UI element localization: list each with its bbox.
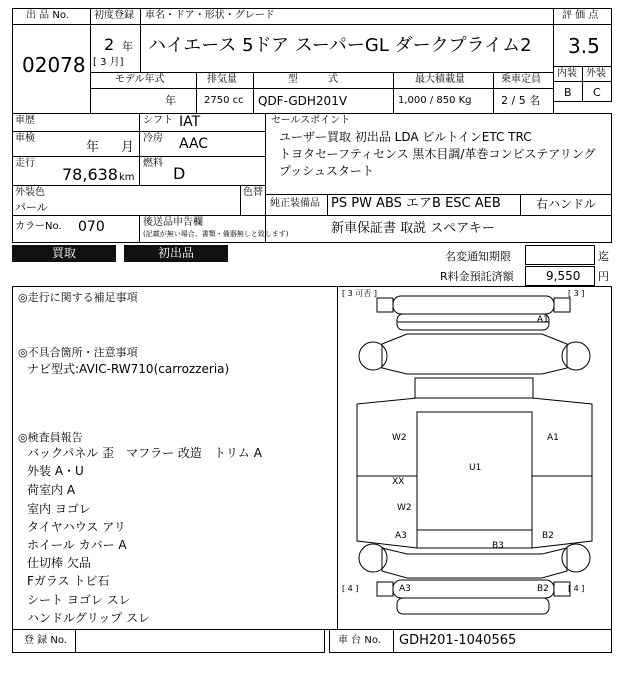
model-year-label: モデル年式 bbox=[115, 74, 165, 85]
shift-label: シフト bbox=[143, 115, 173, 126]
tire-top-left bbox=[377, 298, 393, 312]
displacement-value: 2750 cc bbox=[204, 95, 244, 106]
buy-badge: 買取 bbox=[12, 245, 116, 262]
model-year-unit: 年 bbox=[165, 94, 176, 107]
recycle-fee-value: 9,550 bbox=[546, 269, 581, 283]
color-no-value: 070 bbox=[78, 219, 105, 235]
inspector-report-line: 外装 A・U bbox=[27, 464, 84, 478]
payload-value: 1,000 / 850 Kg bbox=[398, 95, 472, 106]
inspector-report-line: ホイール カバー A bbox=[27, 538, 127, 552]
inspector-report-line: 仕切棒 欠品 bbox=[27, 556, 91, 570]
drive-remarks-title: ◎走行に関する補足事項 bbox=[18, 291, 138, 304]
inspector-report-line: 荷室内 A bbox=[27, 483, 76, 497]
sales-point-line3: プッシュスタート bbox=[279, 164, 374, 178]
grade-label: 評 価 点 bbox=[562, 10, 599, 21]
damage-mark: XX bbox=[392, 477, 405, 487]
ext-color-value: パール bbox=[15, 201, 48, 214]
sales-point-line1: ユーザー買取 初出品 LDA ビルトインETC TRC bbox=[279, 130, 532, 144]
warranty-items: 新車保証書 取説 スペアキー bbox=[331, 221, 495, 236]
capacity-label: 乗車定員 bbox=[501, 74, 541, 85]
mileage-unit: km bbox=[119, 172, 135, 183]
rear-bumper bbox=[393, 580, 554, 598]
shift-value: IAT bbox=[179, 114, 201, 130]
damage-mark: A1 bbox=[537, 315, 549, 325]
color-change-label: 色替 bbox=[243, 187, 263, 198]
sales-point-line2: トヨタセーフティセンス 黒木目調/革巻コンビステアリング bbox=[279, 147, 596, 161]
ac-label: 冷房 bbox=[143, 133, 163, 144]
rear-bottom-panel bbox=[397, 598, 549, 614]
damage-mark: B2 bbox=[542, 531, 554, 541]
ext-color-label: 外装色 bbox=[15, 187, 45, 198]
body-outline bbox=[357, 398, 592, 548]
docs-note: (記載が無い場合、書類・備器無しと致します) bbox=[143, 230, 289, 238]
interior-label: 内装 bbox=[557, 68, 577, 79]
damage-mark: A3 bbox=[399, 584, 411, 594]
chassis-no-label: 車 台 No. bbox=[338, 635, 381, 646]
docs-label: 後送品申告欄 bbox=[143, 217, 203, 228]
front-bumper bbox=[393, 296, 554, 314]
fuel-label: 燃料 bbox=[143, 158, 163, 169]
exterior-label: 外装 bbox=[586, 68, 606, 79]
interior-grade: B bbox=[564, 86, 572, 99]
chassis-no-value: GDH201-1040565 bbox=[399, 633, 517, 648]
history-label: 車歴 bbox=[15, 115, 35, 126]
car-name-label: 車名・ドア・形状・グレード bbox=[145, 10, 275, 21]
damage-mark: W2 bbox=[397, 503, 412, 513]
payload-label: 最大積載量 bbox=[415, 74, 465, 85]
recycle-fee-unit: 円 bbox=[598, 270, 609, 283]
first-reg-label: 初度登録 bbox=[94, 10, 134, 21]
car-name: ハイエース 5ドア スーパーGL ダークプライム2 bbox=[148, 35, 532, 56]
damage-mark: B3 bbox=[492, 541, 504, 551]
inspector-report-line: バックパネル 歪 マフラー 改造 トリム A bbox=[27, 446, 262, 460]
damage-mark: A3 bbox=[395, 531, 407, 541]
ac-value: AAC bbox=[179, 136, 209, 152]
mileage-value: 78,638 bbox=[62, 165, 118, 184]
inspection-year: 年 bbox=[86, 140, 100, 155]
first-reg-year-unit: 年 bbox=[122, 40, 133, 53]
transfer-deadline-label: 名変通知期限 bbox=[445, 250, 511, 263]
first-listing-badge: 初出品 bbox=[124, 245, 228, 262]
inspector-report-line: Fガラス トビ石 bbox=[27, 574, 110, 588]
tire-bl: [ 4 ] bbox=[342, 584, 359, 593]
capacity-value: 2 / 5 名 bbox=[501, 94, 541, 107]
lot-no: 02078 bbox=[22, 53, 86, 77]
transfer-deadline-field bbox=[525, 245, 595, 265]
damage-mark: B2 bbox=[537, 584, 549, 594]
type-value: QDF-GDH201V bbox=[258, 94, 348, 108]
front-left-wheel bbox=[359, 342, 387, 370]
tire-top-right bbox=[554, 298, 570, 312]
registration-no-label: 登 録 No. bbox=[24, 635, 67, 646]
first-reg-month: [ 3 月] bbox=[93, 57, 124, 68]
recycle-fee-label: R料金預託済額 bbox=[440, 270, 514, 283]
rear-window bbox=[417, 530, 532, 548]
lot-no-label: 出 品 No. bbox=[26, 10, 69, 21]
inspector-report-line: タイヤハウス アリ bbox=[27, 520, 126, 534]
displacement-label: 排気量 bbox=[207, 74, 237, 85]
color-no-label: カラーNo. bbox=[15, 221, 62, 232]
inspector-report-line: ハンドルグリップ スレ bbox=[27, 611, 151, 625]
windshield bbox=[415, 378, 533, 398]
rear-fascia bbox=[382, 548, 567, 578]
defect-remarks-title: ◎不具合箇所・注意事項 bbox=[18, 346, 138, 359]
fuel-value: D bbox=[173, 164, 186, 183]
damage-mark: U1 bbox=[469, 463, 482, 473]
tire-br: [ 4 ] bbox=[568, 584, 585, 593]
sales-point-label: セールスポイント bbox=[271, 115, 351, 126]
inspection-label: 車検 bbox=[15, 133, 35, 144]
front-right-wheel bbox=[562, 342, 590, 370]
equipment-items: PS PW ABS エアB ESC AEB bbox=[331, 196, 501, 211]
grade-value: 3.5 bbox=[568, 34, 600, 58]
equipment-label: 純正装備品 bbox=[270, 198, 320, 209]
steering-side: 右ハンドル bbox=[536, 197, 597, 211]
front-fascia bbox=[382, 334, 567, 374]
first-reg-year: 2 bbox=[104, 35, 115, 54]
tire-bottom-left bbox=[377, 582, 393, 596]
damage-mark: W2 bbox=[392, 433, 407, 443]
mileage-label: 走行 bbox=[15, 158, 35, 169]
transfer-deadline-unit: 迄 bbox=[598, 250, 609, 263]
inspector-report-line: シート ヨゴレ スレ bbox=[27, 593, 131, 607]
tire-tl: [ 3 可否 ] bbox=[342, 289, 377, 298]
tire-tr: [ 3 ] bbox=[568, 289, 585, 298]
damage-mark: A1 bbox=[547, 433, 559, 443]
inspector-report-line: 室内 ヨゴレ bbox=[27, 502, 91, 516]
inspector-report-title: ◎検査員報告 bbox=[18, 431, 83, 444]
type-label: 型 式 bbox=[288, 74, 338, 85]
car-outline-diagram bbox=[337, 286, 612, 630]
defect-remarks-line: ナビ型式:AVIC-RW710(carrozzeria) bbox=[27, 362, 230, 376]
tire-bottom-right bbox=[554, 582, 570, 596]
inspection-month: 月 bbox=[121, 140, 135, 155]
exterior-grade: C bbox=[593, 86, 601, 99]
